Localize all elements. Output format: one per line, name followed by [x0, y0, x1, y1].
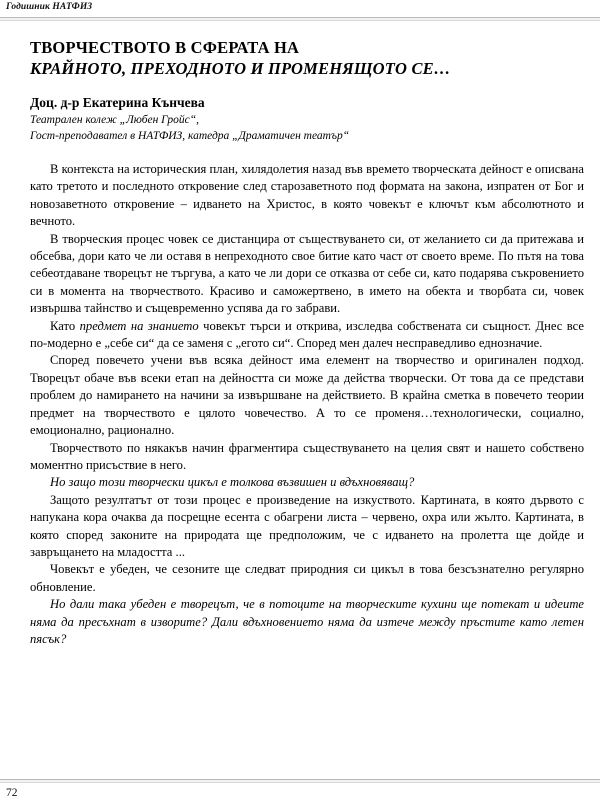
author-affiliation-line-1: Театрален колеж „Любен Гройс“, — [30, 114, 200, 126]
emphasized-phrase: предмет на знанието — [79, 318, 199, 333]
page-content — [0, 21, 600, 779]
body-paragraph-with-emphasis — [30, 318, 584, 353]
body-paragraph-italic: Но дали така убеден е творецът, че в потоците на творческите кухини ще потекат и идеите няма да пресъхнат в изворите? Дали вдъхновението няма да изтече между пръстите като летен пясък? — [30, 597, 584, 646]
body-paragraph: Творчеството по някакъв начин фрагментира съществуването на целия свят и нашето собствено моментно присъствие в него. — [30, 440, 584, 472]
article-title — [30, 37, 584, 79]
body-paragraph: Според повечето учени във всяка дейност има елемент на творчество и оригинален подход. Творецът обаче във всеки етап на дейността си може да действа творчески. От това да се представи проблем до намирането на начини за извършване на действието. В крайна сметка в повечето теории предмет на творчеството е цялото човечество. А то се променя…технологически, социално, емоционално, рационално. — [30, 353, 584, 438]
paragraph-text-before-emphasis: Като — [50, 318, 80, 333]
article-title-line-1: ТВОРЧЕСТВОТО В СФЕРАТА НА — [30, 38, 300, 57]
running-head: Годишник НАТФИЗ — [6, 2, 93, 12]
author-affiliation-line-2: Гост-преподавател в НАТФИЗ, катедра „Драматичен театър“ — [30, 129, 350, 142]
body-paragraph: В творческия процес човек се дистанцира от съществуването си, от желанието си да притежава и обсебва, дори като че ли оставя в непреходното свое битие като част от своето време. По пътя на това себеотдаване творецът не търгува, а като че ли дори се отказва от себе си, като подарява съкровението си в момента на творчеството. Красиво и саможертвено, в името на обекта и творбата си, човек извършва тайнство и същевременно успява да го забрави. — [30, 231, 584, 316]
author-block — [30, 93, 584, 144]
page-number: 72 — [6, 787, 18, 799]
body-paragraph: В контекста на историческия план, хилядолетия назад във времето творческата дейност е описвана като третото и последното откровение след старозаветното под формата на закона, изпратен от Бог и новозаветното откровение – идването на Христос, в която човекът е ключът към абсолютното и вечното. — [30, 162, 584, 229]
article-body — [30, 161, 584, 648]
body-paragraph: Човекът е убеден, че сезоните ще следват природния си цикъл в това безсъзнателно регулярно обновление. — [30, 562, 584, 594]
paragraph-text-after-emphasis: човекът търси и открива, изследва собствената си същност. Днес все по-модерно е „себе си“ да се заменя с „егото си“. Според мен далеч несправедливо еднозначие. — [30, 318, 585, 351]
body-paragraph: Защото резултатът от този процес е произведение на изкуството. Картината, в която дървото с напукана кора очаква да посрещне есента с обагрени листа – червено, охра или жълто. Картината, в която според законите на природата ще предположим, че с идването на пролетта ще дойде и завръщането на младостта ... — [30, 492, 584, 559]
author-name: Доц. д-р Екатерина Кънчева — [30, 95, 205, 110]
article-title-line-2: КРАЙНОТО, ПРЕХОДНОТО И ПРОМЕНЯЩОТО СЕ… — [30, 59, 451, 78]
body-paragraph-italic: Но защо този творчески цикъл е толкова възвишен и вдъхновяващ? — [50, 475, 415, 490]
